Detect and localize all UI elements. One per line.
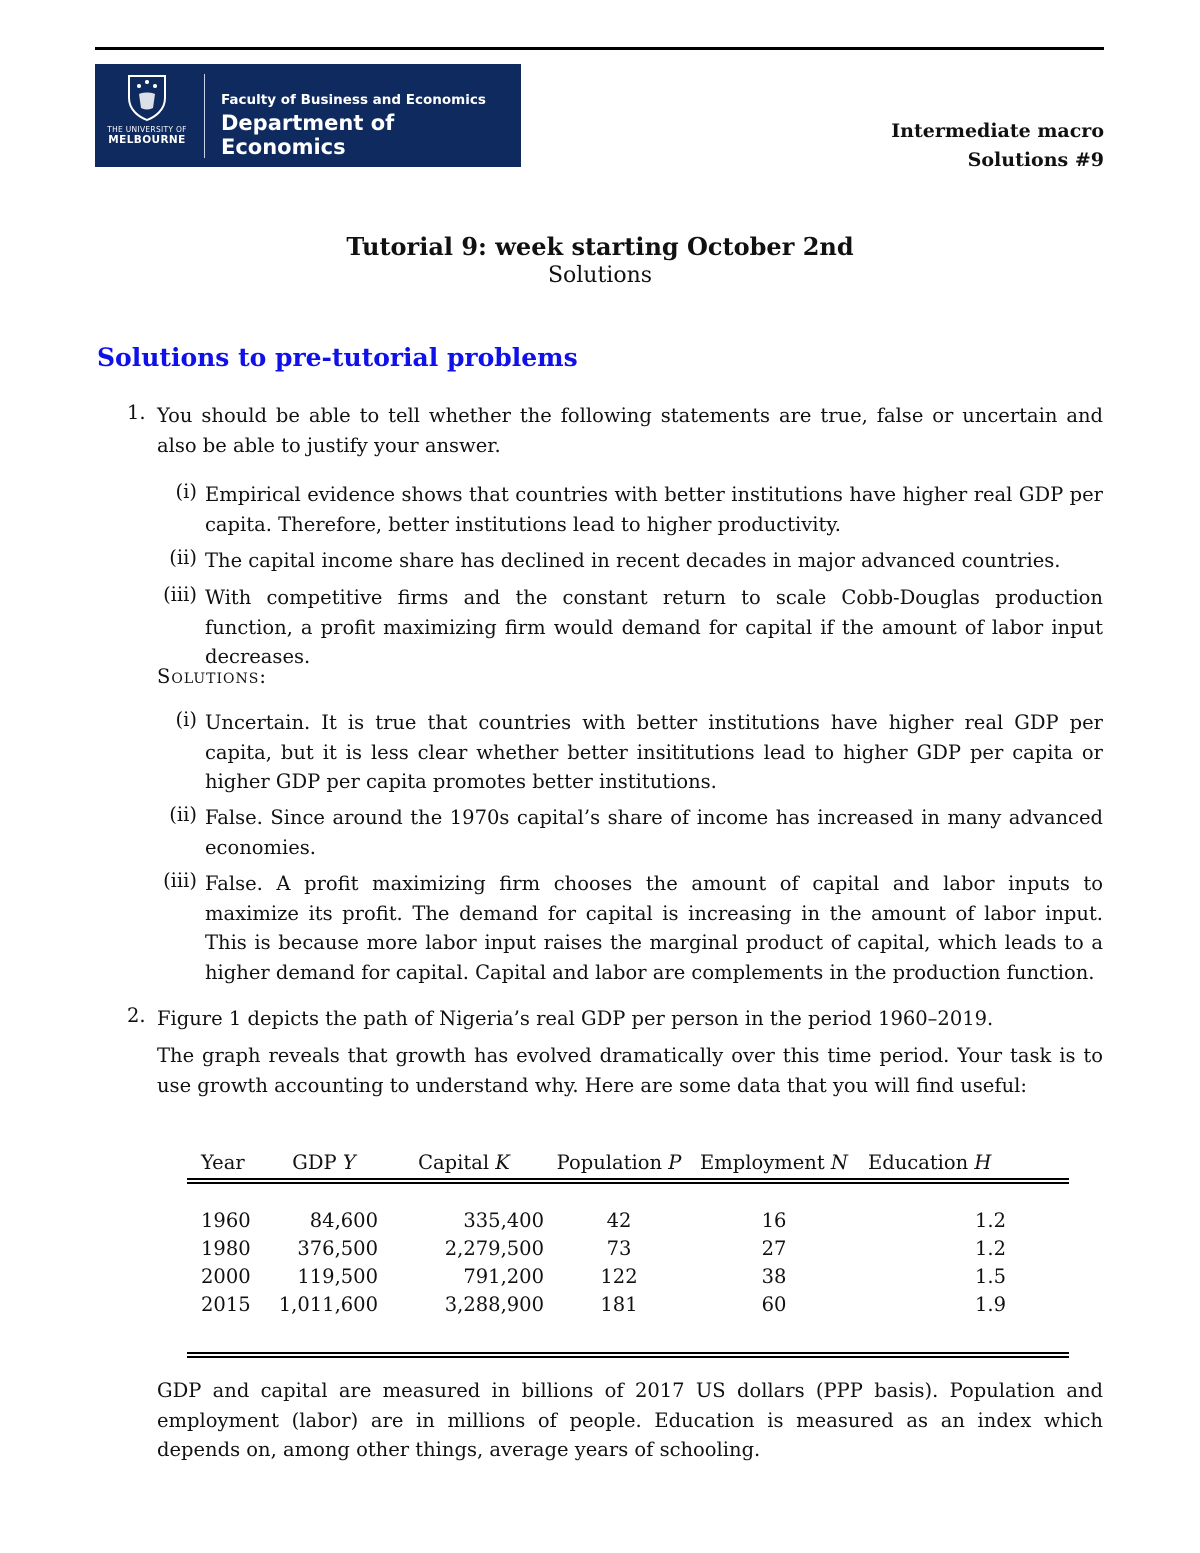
solutions-number: Solutions #9: [967, 149, 1104, 171]
data-table: [187, 1146, 1069, 1318]
statement-iii-text: With competitive firms and the constant return to scale Cobb-Douglas production function, a profit maximizing firm would demand for capital if the amount of labor input decreases.: [205, 586, 1103, 668]
statement-i-label: (i): [175, 480, 197, 503]
header-education: Education H: [868, 1150, 992, 1174]
solution-ii-label: (ii): [169, 803, 197, 826]
department-name: Department of Economics: [221, 111, 395, 159]
solution-iii-text: False. A profit maximizing firm chooses the amount of capital and labor inputs to maximize its profit. The demand for capital is increasing in the amount of labor input. This is because more labor input raises the marginal product of capital, which leads to a higher demand for capital. Capital and labor are complements in the production function.: [205, 872, 1103, 984]
solution-i-text: Uncertain. It is true that countries with better institutions have higher real GDP per capita, but it is less clear whether better insititutions lead to higher GDP per capita or higher GDP per capita promotes better institutions.: [205, 711, 1103, 793]
question-1-number: 1.: [127, 401, 146, 424]
header-population: Population P: [556, 1150, 682, 1174]
table-row: 1980 376,500 2,279,500 73 27 1.2: [201, 1236, 1006, 1260]
university-seal: [105, 72, 189, 162]
table-header-row: [187, 1146, 1069, 1178]
question-2-paragraph: The graph reveals that growth has evolved dramatically over this time period. Your task is to use growth accounting to understand why. Here are some data that you will find useful:: [157, 1044, 1103, 1097]
solution-ii-text: False. Since around the 1970s capital’s share of income has increased in many advanced economies.: [205, 806, 1103, 859]
table-note: GDP and capital are measured in billions of 2017 US dollars (PPP basis). Population and employment (labor) are in millions of people. Education is measured as an index which depends on, among other things, average years of schooling.: [157, 1379, 1103, 1461]
header-gdp: GDP Y: [292, 1150, 356, 1174]
statement-ii-text: The capital income share has declined in recent decades in major advanced countries.: [205, 549, 1061, 572]
table-row: 2015 1,011,600 3,288,900 181 60 1.9: [201, 1292, 1006, 1316]
table-bottom-rule-1: [187, 1352, 1069, 1354]
table-bottom-rule-2: [187, 1356, 1069, 1358]
crest-icon: [125, 72, 169, 122]
question-1-intro: You should be able to tell whether the following statements are true, false or uncertain and also be able to justify your answer.: [157, 404, 1103, 457]
page-title: Tutorial 9: week starting October 2nd: [346, 232, 854, 261]
course-name: Intermediate macro: [891, 120, 1104, 142]
statement-iii-label: (iii): [163, 583, 197, 606]
table-row: 1960 84,600 335,400 42 16 1.2: [201, 1208, 1006, 1232]
solution-iii-label: (iii): [163, 869, 197, 892]
header-employment: Employment N: [700, 1150, 848, 1174]
solution-i-label: (i): [175, 708, 197, 731]
solutions-label: Solutions:: [157, 665, 267, 688]
statement-ii-label: (ii): [169, 546, 197, 569]
question-2-number: 2.: [127, 1004, 146, 1027]
logo-divider: [204, 74, 205, 158]
faculty-name: Faculty of Business and Economics: [221, 92, 486, 108]
header-capital: Capital K: [418, 1150, 510, 1174]
statement-i-text: Empirical evidence shows that countries with better institutions have higher real GDP per capita. Therefore, better institutions lead to higher productivity.: [205, 483, 1103, 536]
question-2-line: Figure 1 depicts the path of Nigeria’s real GDP per person in the period 1960–2019.: [157, 1007, 994, 1030]
course-header: [891, 117, 1104, 175]
page-subtitle: Solutions: [547, 263, 653, 288]
table-top-rule-1: [187, 1178, 1069, 1180]
university-logo: [95, 64, 521, 167]
university-name-line1: THE UNIVERSITY OF: [107, 125, 187, 134]
top-rule: [95, 47, 1104, 50]
section-heading: Solutions to pre-tutorial problems: [97, 343, 578, 372]
table-row: 2000 119,500 791,200 122 38 1.5: [201, 1264, 1006, 1288]
header-year: Year: [201, 1150, 245, 1174]
university-name-line2: MELBOURNE: [108, 134, 186, 146]
table-top-rule-2: [187, 1182, 1069, 1184]
